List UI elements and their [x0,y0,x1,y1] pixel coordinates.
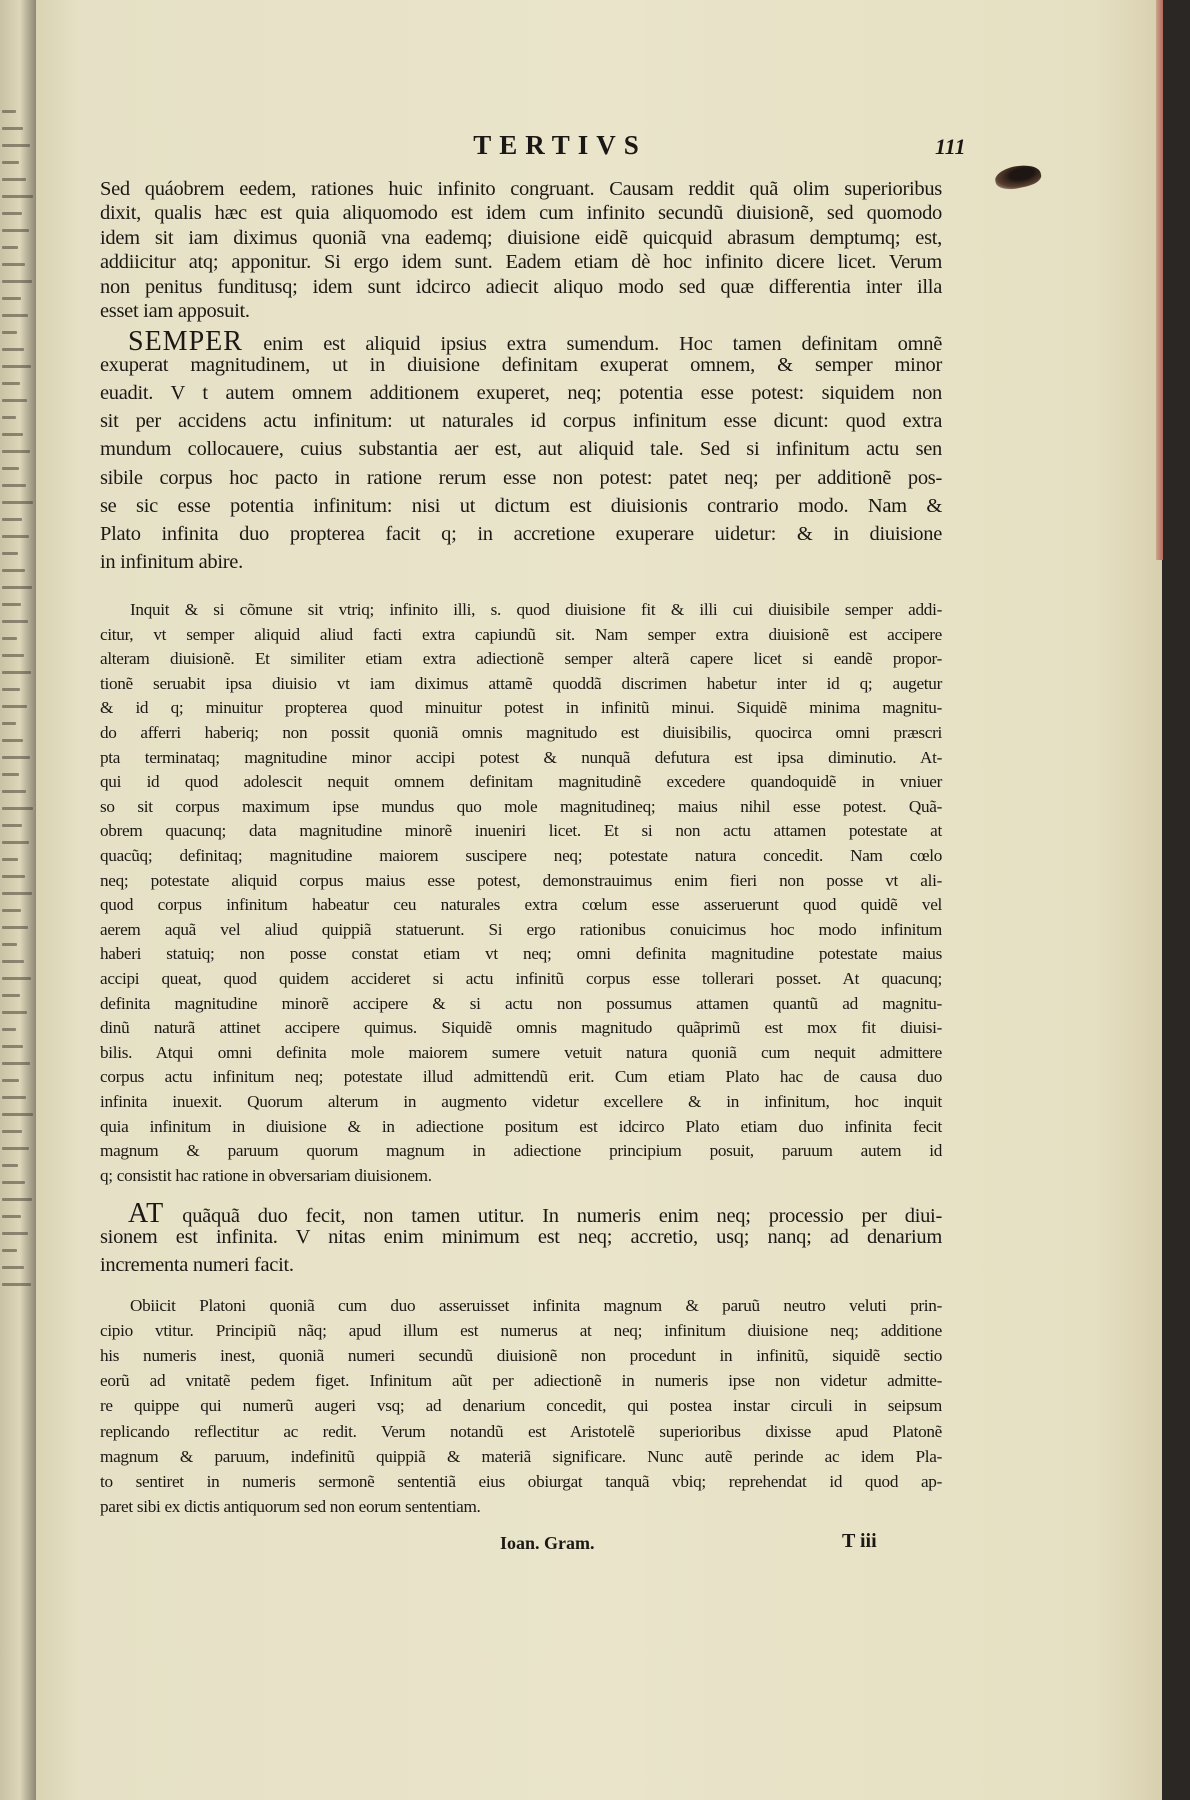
commentary-line: haberi statuiq; non posse constat etiam vt neq; omni definita magnitudine potestate maius [100,944,942,964]
commentary-line: magnum & paruum, indefinitũ quippiã & materiã significare. Nunc autẽ perinde ac idem Pla- [100,1446,942,1466]
adjacent-page-text [2,722,16,725]
adjacent-page-text [2,1181,25,1184]
commentary-line: Inquit & si cõmune sit vtriq; infinito illi, s. quod diuisione fit & illi cui diuisibile semper addi- [130,600,942,619]
adjacent-page-text [2,654,24,657]
folio-number: 111 [935,134,966,159]
adjacent-page-text [2,1028,16,1031]
text-line: dixit, qualis hæc est quia aliquomodo est idem cum infinito secundũ diuisionẽ, sed quomodo [100,202,942,225]
adjacent-page-text [2,1113,33,1116]
text-line: non penitus funditusq; idem sunt idcirco adiecit aliquo modo sed quæ differentia inter illa [100,275,942,298]
adjacent-page-text [2,1283,31,1286]
text-line: Plato infinita duo propterea facit q; in accretione exuperare uidetur: & in diuisione [100,522,942,545]
adjacent-page-text [2,416,16,419]
adjacent-page-edge [0,0,36,1800]
text-line: incrementa numeri facit. [100,1254,294,1276]
adjacent-page-text [2,841,29,844]
adjacent-page-text [2,909,21,912]
text-line: esset iam apposuit. [100,300,250,322]
commentary-line: dinũ naturã attinet accipere quimus. Siquidẽ omnis magnitudo quãprimũ est mox fit diuisi- [100,1018,942,1038]
adjacent-page-text [2,127,23,130]
adjacent-page-text [2,433,23,436]
commentary-line: eorũ ad vnitatẽ pedem figet. Infinitum aũt per adiectionẽ in numeris ipse non videtur admitte- [100,1371,942,1391]
text-line: mundum collocauere, cuius substantia aer est, aut aliquid tale. Sed si infinitum actu sen [100,438,942,461]
adjacent-page-text [2,1045,23,1048]
adjacent-page-text [2,229,29,232]
adjacent-page-text [2,535,29,538]
adjacent-page-text [2,246,18,249]
adjacent-page-text [2,824,22,827]
adjacent-page-text [2,161,19,164]
adjacent-page-text [2,739,23,742]
adjacent-page-text [2,858,18,861]
text-line: euadit. V t autem omnem additionem exuperet, neq; potentia esse potest: siquidem non [100,382,942,405]
text-line: se sic esse potentia infinitum: nisi ut dictum est diuisionis contrario modo. Nam & [100,494,942,517]
commentary-line: Obiicit Platoni quoniã cum duo asseruisset infinita magnum & paruũ neutro veluti prin- [130,1296,942,1315]
commentary-line: obrem quacunq; data magnitudine minorẽ inueniri licet. Et si non actu attamen potestate at [100,821,942,841]
adjacent-page-text [2,620,28,623]
adjacent-page-text [2,637,17,640]
adjacent-page-text [2,1096,26,1099]
adjacent-page-text [2,1198,32,1201]
commentary-line: cipio vtitur. Principiũ nãq; apud illum est numerus at neq; infinitum diuisione neq; additione [100,1321,942,1341]
adjacent-page-text [2,1249,17,1252]
adjacent-page-text [2,331,17,334]
commentary-line: his numeris inest, quoniã numeri secundũ diuisionẽ non procedunt in infinitũ, siquidẽ sectio [100,1346,942,1366]
commentary-line: corpus actu infinitum neq; potestate illud admittendũ erit. Cum etiam Plato hac de causa duo [100,1067,942,1087]
initial-capitals: AT [128,1198,165,1229]
text-line: sionem est infinita. V nitas enim minimum est neq; accretio, usq; nanq; ad denarium [100,1226,942,1248]
adjacent-page-text [2,484,26,487]
adjacent-page-text [2,790,26,793]
commentary-line: bilis. Atqui omni definita mole maiorem sumere vetuit natura quoniã cum nequit admittere [100,1042,942,1062]
commentary-line: paret sibi ex dictis antiquorum sed non eorum sententiam. [100,1496,481,1516]
adjacent-page-text [2,1232,28,1235]
adjacent-page-text [2,875,25,878]
adjacent-page-text [2,297,21,300]
adjacent-page-text [2,569,25,572]
commentary-line: infinita inuexit. Quorum alterum in augmento videtur excellere & in infinitum, hoc inquit [100,1092,942,1111]
adjacent-page-text [2,960,24,963]
text-line: exuperat magnitudinem, ut in diuisione definitam exuperat omnem, & semper minor [100,354,942,377]
adjacent-page-text [2,212,22,215]
adjacent-page-text [2,518,22,521]
page-edge-red [1156,0,1163,560]
commentary-line: magnum & paruum quorum magnum in adiectione principium posuit, paruum autem id [100,1141,942,1161]
adjacent-page-text [2,807,33,810]
adjacent-page-text [2,552,18,555]
commentary-line: citur, vt semper aliquid aliud facti extra capiundũ sit. Nam semper extra diuisionẽ est accipere [100,624,942,644]
adjacent-page-text [2,195,33,198]
commentary-line: qui id quod adolescit nequit omnem definitam magnitudinẽ excedere quandoquidẽ in vniuer [100,772,942,792]
commentary-line: definita magnitudine minorẽ accipere & si actu non possumus attamen quantũ ad magnitu- [100,993,942,1013]
commentary-line: & id q; minuitur propterea quod minuitur potest in infinitũ minui. Siquidẽ minima magnitu- [100,698,942,718]
adjacent-page-text [2,280,32,283]
adjacent-page-text [2,348,24,351]
adjacent-page-text [2,450,30,453]
commentary-line: to sentiret in numeris sermonẽ sententiã eius obiurgat tanquã vbiq; reprehendat id quod ap- [100,1471,942,1491]
text-line: idem sit iam diximus quoniã vna eademq; diuisione eidẽ quicquid abrasum demptumq; est, [100,226,942,249]
commentary-line: pta terminataq; magnitudine minor accipi potest & nunquã defutura est ipsa diminutio. At- [100,747,942,767]
commentary-line: quod corpus infinitum habeatur ceu naturales extra cœlum esse asseruerunt quod quidẽ vel [100,895,942,915]
adjacent-page-text [2,1215,21,1218]
adjacent-page-text [2,110,16,113]
commentary-line: re quippe qui numerũ augeri vsq; ad denarium concedit, qui postea instar circuli in seipsum [100,1396,942,1416]
commentary-line: tionẽ seruabit ipsa diuisio vt iam diximus attamẽ quoddã discrimen habetur inter id q; augetur [100,673,942,693]
adjacent-page-text [2,705,27,708]
adjacent-page-text [2,365,31,368]
adjacent-page-text [2,1164,18,1167]
adjacent-page-text [2,1079,19,1082]
adjacent-page-text [2,1062,30,1065]
adjacent-page-text [2,773,19,776]
initial-capitals: SEMPER [128,326,243,357]
adjacent-page-text [2,263,25,266]
adjacent-page-text [2,467,19,470]
adjacent-page-text [2,756,30,759]
adjacent-page-text [2,314,28,317]
commentary-line: so sit corpus maximum ipse mundus quo mole magnitudineq; maius nihil esse potest. Quã- [100,796,942,816]
adjacent-page-text [2,977,31,980]
adjacent-page-text [2,994,20,997]
commentary-line: quacũq; definitaq; magnitudine maiorem suscipere neq; potestate natura concedit. Nam cœlo [100,846,942,865]
adjacent-page-text [2,178,26,181]
commentary-line: replicando reflectitur ac redit. Verum notandũ est Aristotelẽ superioribus dixisse apud Platonẽ [100,1421,942,1441]
line-text: enim est aliquid ipsius extra sumendum. Hoc tamen definitam omnẽ [242,333,942,355]
adjacent-page-text [2,382,20,385]
text-line: in infinitum abire. [100,550,243,573]
adjacent-page-text [2,1011,27,1014]
adjacent-page-text [2,892,32,895]
text-line: sit per accidens actu infinitum: ut naturales id corpus infinitum esse dicunt: quod extra [100,410,942,433]
adjacent-page-text [2,1266,24,1269]
signature-mark: T iii [842,1530,877,1552]
commentary-line: alteram diuisionẽ. Et similiter etiam extra adiectionẽ semper alterã capere licet si eandẽ propor- [100,649,942,669]
running-title: TERTIVS [473,130,647,160]
adjacent-page-text [2,586,32,589]
catchword: Ioan. Gram. [500,1533,595,1553]
adjacent-page-text [2,1147,29,1150]
commentary-line: do afferri haberiq; non possit quoniã omnis magnitudo est diuisibilis, quocirca omni præscri [100,723,942,742]
text-line: Sed quáobrem eedem, rationes huic infinito congruant. Causam reddit quã olim superioribus [100,178,942,200]
adjacent-page-text [2,501,33,504]
commentary-line: accipi queat, quod quidem accideret si actu infinitũ corpus esse tollerari posset. At quacunq; [100,969,942,988]
adjacent-page-text [2,943,17,946]
adjacent-page-text [2,1130,22,1133]
commentary-line: quia infinitum in diuisione & in adiectione positum est idcirco Plato etiam duo infinita fecit [100,1116,942,1136]
adjacent-page-text [2,671,31,674]
adjacent-page-text [2,399,27,402]
commentary-line: aerem aquã vel aliud quippiã statuerunt. Si ergo rationibus conuicimus hoc modo infinitum [100,919,942,939]
adjacent-page-text [2,603,21,606]
adjacent-page-text [2,144,30,147]
text-line: addiicitur atq; apponitur. Si ergo idem sunt. Eadem etiam dè hoc infinito dicere licet. Verum [100,251,942,274]
commentary-line: q; consistit hac ratione in obversariam diuisionem. [100,1165,432,1185]
adjacent-page-text [2,688,20,691]
text-line: sibile corpus hoc pacto in ratione rerum esse non potest: patet neq; per additionẽ pos- [100,466,942,489]
commentary-line: neq; potestate aliquid corpus maius esse potest, demonstrauimus enim fieri non posse vt ali- [100,870,942,890]
adjacent-page-text [2,926,28,929]
line-text: quãquã duo fecit, non tamen utitur. In numeris enim neq; processio per diui- [164,1205,942,1227]
